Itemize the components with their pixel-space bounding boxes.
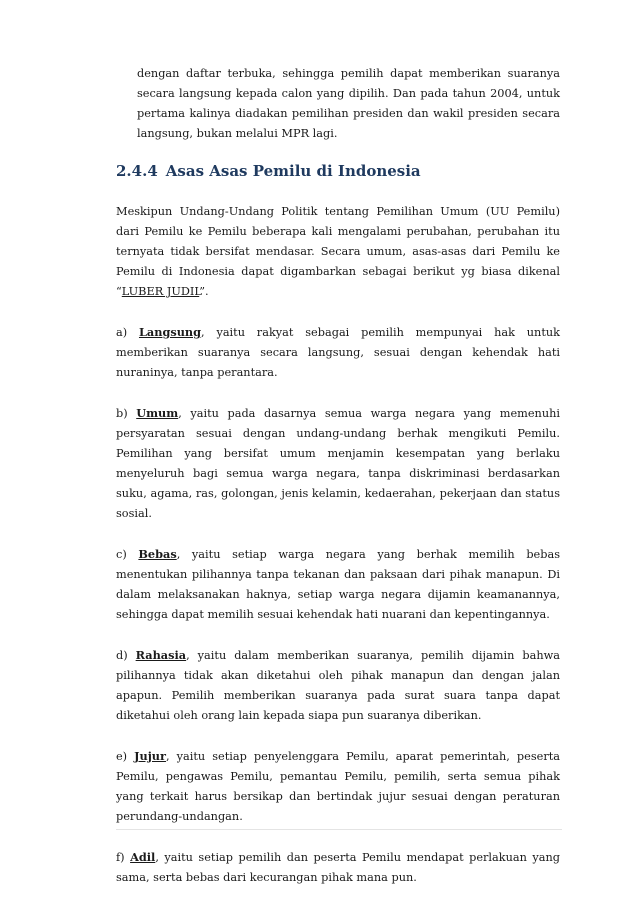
principle-text: , yaitu setiap warga negara yang berhak memilih bebas menentukan pilihannya tanpa tekanan dan paksaan dari pihak manapun. Di dalam melaksanakan haknya, setiap warga negara dijamin keamanannya, sehingga dapat memilih sesuai kehendak hati nuarani dan kepentingannya. [116,548,560,621]
principle-term: Bebas [138,547,177,561]
principle-prefix: c) [116,548,139,561]
principle-text: , yaitu dalam memberikan suaranya, pemilih dijamin bahwa pilihannya tidak akan diketahui oleh pihak manapun dan dengan jalan apapun. Pemilih memberikan suaranya pada surat suara tanpa dapat diketahui oleh orang lain kepada siapa pun suaranya diberikan. [116,649,561,722]
principle-text: , yaitu setiap pemilih dan peserta Pemilu mendapat perlakuan yang sama, serta bebas dari kecurangan pihak mana pun. [116,851,560,884]
principle-prefix: b) [116,407,137,420]
principle-text: , yaitu rakyat sebagai pemilih mempunyai hak untuk memberikan suaranya secara langsung, sesuai dengan kehendak hati nuraninya, tanpa perantara. [116,326,560,379]
continuation-paragraph: dengan daftar terbuka, sehingga pemilih dapat memberikan suaranya secara langsung kepada calon yang dipilih. Dan pada tahun 2004, untuk pertama kalinya diadakan pemilihan presiden dan wakil presiden secara langsung, bukan melalui MPR lagi. [137,67,560,140]
principle-term: Adil [130,850,156,864]
principle-bebas [116,544,560,625]
principle-term: Langsung [138,325,202,339]
principle-text: , yaitu setiap penyelenggara Pemilu, aparat pemerintah, peserta Pemilu, pengawas Pemilu, pemantau Pemilu, pemilih, serta semua pihak yang terkait harus bersikap dan bertindak jujur sesuai dengan peraturan perundang-undangan. [116,750,561,823]
principle-rahasia [116,645,560,726]
principle-term: Rahasia [135,648,187,662]
principle-term: Jujur [134,749,166,763]
intro-end: ”. [199,285,209,298]
section-title: Asas Asas Pemilu di Indonesia [165,162,421,180]
principle-prefix: a) [116,326,139,339]
principle-term: Umum [136,406,179,420]
page-content [116,64,560,888]
intro-text: Meskipun Undang-Undang Politik tentang Pemilihan Umum (UU Pemilu) dari Pemilu ke Pemilu beberapa kali mengalami perubahan, perubahan itu ternyata tidak bersifat mendasar. Secara umum, asas-asas dari Pemilu ke Pemilu di Indonesia dapat digambarkan sebagai berikut yg biasa dikenal “ [116,205,560,298]
luber-judil-highlight: LUBER JUDIL [121,285,200,298]
principle-adil [116,847,560,888]
principle-langsung [116,322,560,383]
principle-umum [116,403,560,524]
principle-prefix: f) [116,851,131,864]
section-heading [116,161,560,181]
footer-divider [116,829,562,830]
principle-prefix: e) [116,750,135,763]
intro-paragraph [116,202,560,302]
principle-text: , yaitu pada dasarnya semua warga negara yang memenuhi persyaratan sesuai dengan undang-undang berhak mengikuti Pemilu. Pemilihan yang bersifat umum menjamin kesempatan yang berlaku menyeluruh bagi semua warga negara, tanpa diskriminasi berdasarkan suku, agama, ras, golongan, jenis kelamin, kedaerahan, pekerjaan dan status sosial. [116,407,560,520]
section-number: 2.4.4 [116,162,158,180]
principle-prefix: d) [116,649,136,662]
principle-jujur [116,746,560,827]
